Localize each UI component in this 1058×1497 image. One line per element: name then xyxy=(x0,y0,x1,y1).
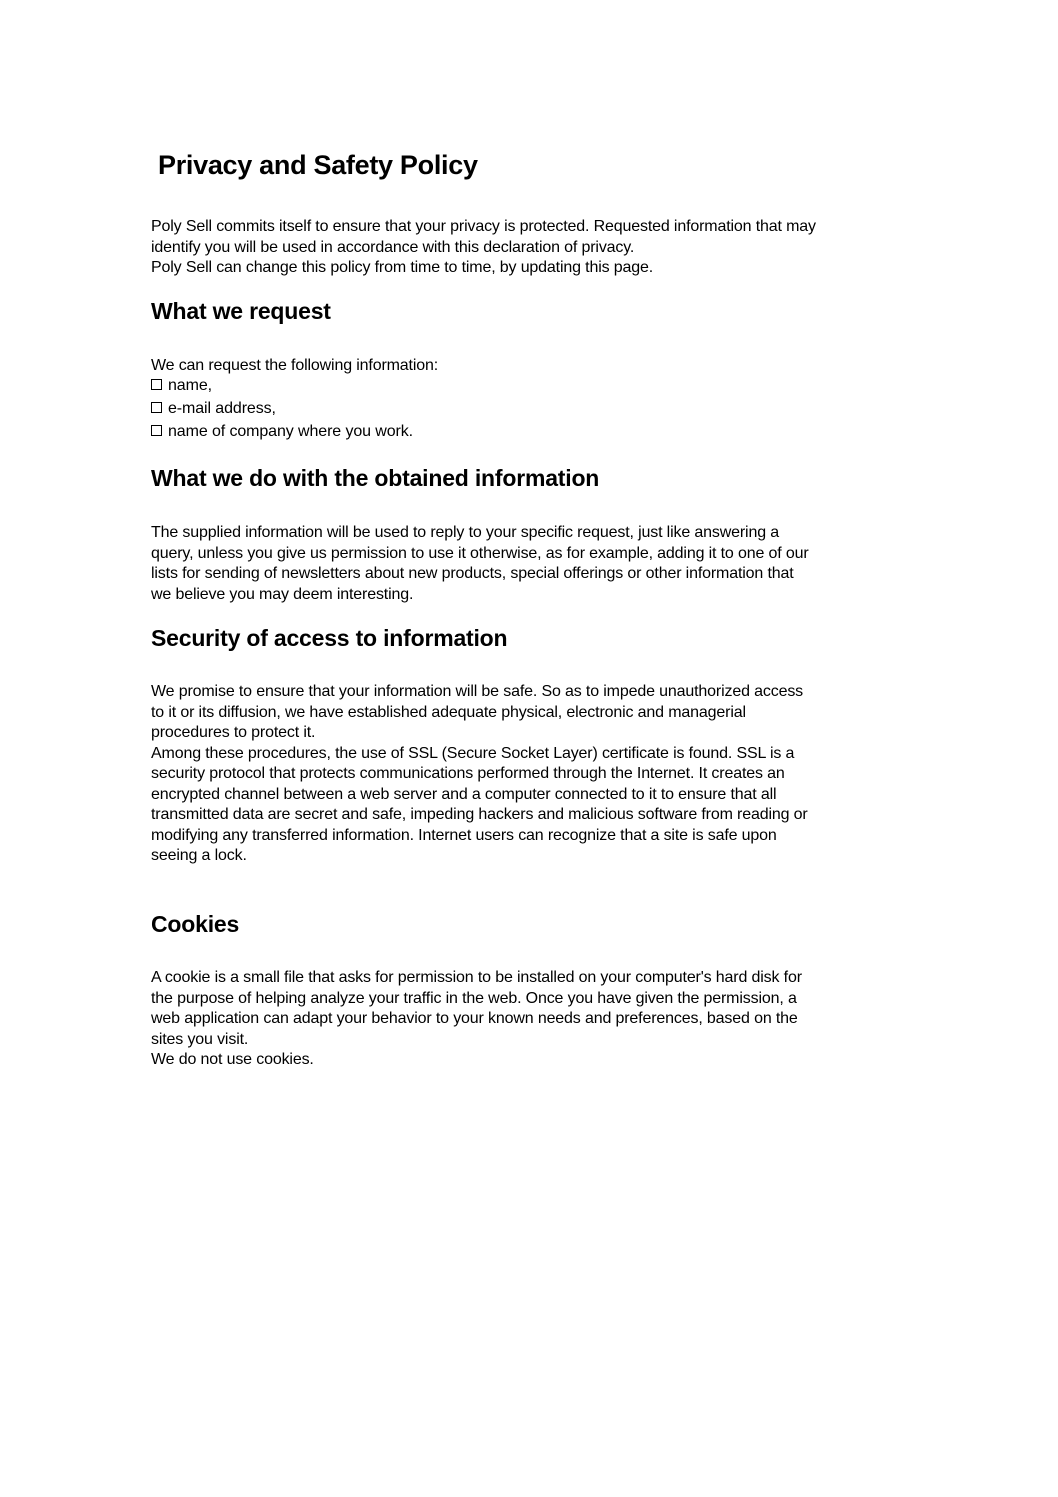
section-paragraph-cookies xyxy=(151,968,802,1071)
text-line: we believe you may deem interesting. xyxy=(151,585,414,603)
text-line: sites you visit. xyxy=(151,1030,249,1048)
section-heading-obtained-information: What we do with the obtained information xyxy=(151,465,600,491)
list-item xyxy=(151,420,413,443)
text-line: We can request the following information: xyxy=(151,357,439,374)
empty-square-bullet-icon xyxy=(151,402,162,413)
section-heading-what-we-request: What we request xyxy=(151,298,331,324)
text-line: web application can adapt your behavior to your known needs and preferences, based on the xyxy=(151,1010,798,1027)
text-line: seeing a lock. xyxy=(151,847,247,864)
text-line: security protocol that protects communications performed through the Internet. It creates an xyxy=(151,765,785,782)
text-line: query, unless you give us permission to use it otherwise, as for example, adding it to one of our xyxy=(151,544,809,562)
text-line: A cookie is a small file that asks for permission to be installed on your computer's hard disk for xyxy=(151,969,802,986)
text-line: modifying any transferred information. Internet users can recognize that a site is safe upon xyxy=(151,826,777,844)
section-paragraph-obtained-information xyxy=(151,523,809,605)
text-line: We promise to ensure that your information will be safe. So as to impede unauthorized access xyxy=(151,683,804,700)
list-item-text: name of company where you work. xyxy=(168,423,414,440)
requested-info-list xyxy=(151,374,413,443)
text-line: The supplied information will be used to reply to your specific request, just like answering a xyxy=(151,524,780,541)
text-line: We do not use cookies. xyxy=(151,1051,314,1068)
text-line: to it or its diffusion, we have established adequate physical, electronic and managerial xyxy=(151,703,746,721)
text-line: encrypted channel between a web server and a computer connected to it to ensure that all xyxy=(151,785,777,803)
text-line: lists for sending of newsletters about new products, special offerings or other information that xyxy=(151,565,794,582)
list-item xyxy=(151,374,413,397)
list-item xyxy=(151,397,413,420)
empty-square-bullet-icon xyxy=(151,379,162,390)
text-line: procedures to protect it. xyxy=(151,724,316,741)
page-title: Privacy and Safety Policy xyxy=(158,150,478,180)
text-line: Poly Sell can change this policy from time to time, by updating this page. xyxy=(151,259,654,276)
list-item-text: e-mail address, xyxy=(168,400,276,417)
list-item-text: name, xyxy=(168,377,212,394)
section-heading-security: Security of access to information xyxy=(151,625,508,651)
text-line: Poly Sell commits itself to ensure that your privacy is protected. Requested information that may xyxy=(151,218,816,235)
text-line: transmitted data are secret and safe, impeding hackers and malicious software from reading or xyxy=(151,806,808,823)
section-paragraph-security xyxy=(151,682,808,867)
text-line: Among these procedures, the use of SSL (Secure Socket Layer) certificate is found. SSL is a xyxy=(151,744,795,762)
section-heading-cookies: Cookies xyxy=(151,911,240,937)
text-line: the purpose of helping analyze your traffic in the web. Once you have given the permission, a xyxy=(151,989,797,1007)
intro-paragraph xyxy=(151,217,816,279)
empty-square-bullet-icon xyxy=(151,425,162,436)
text-line: identify you will be used in accordance with this declaration of privacy. xyxy=(151,238,635,256)
